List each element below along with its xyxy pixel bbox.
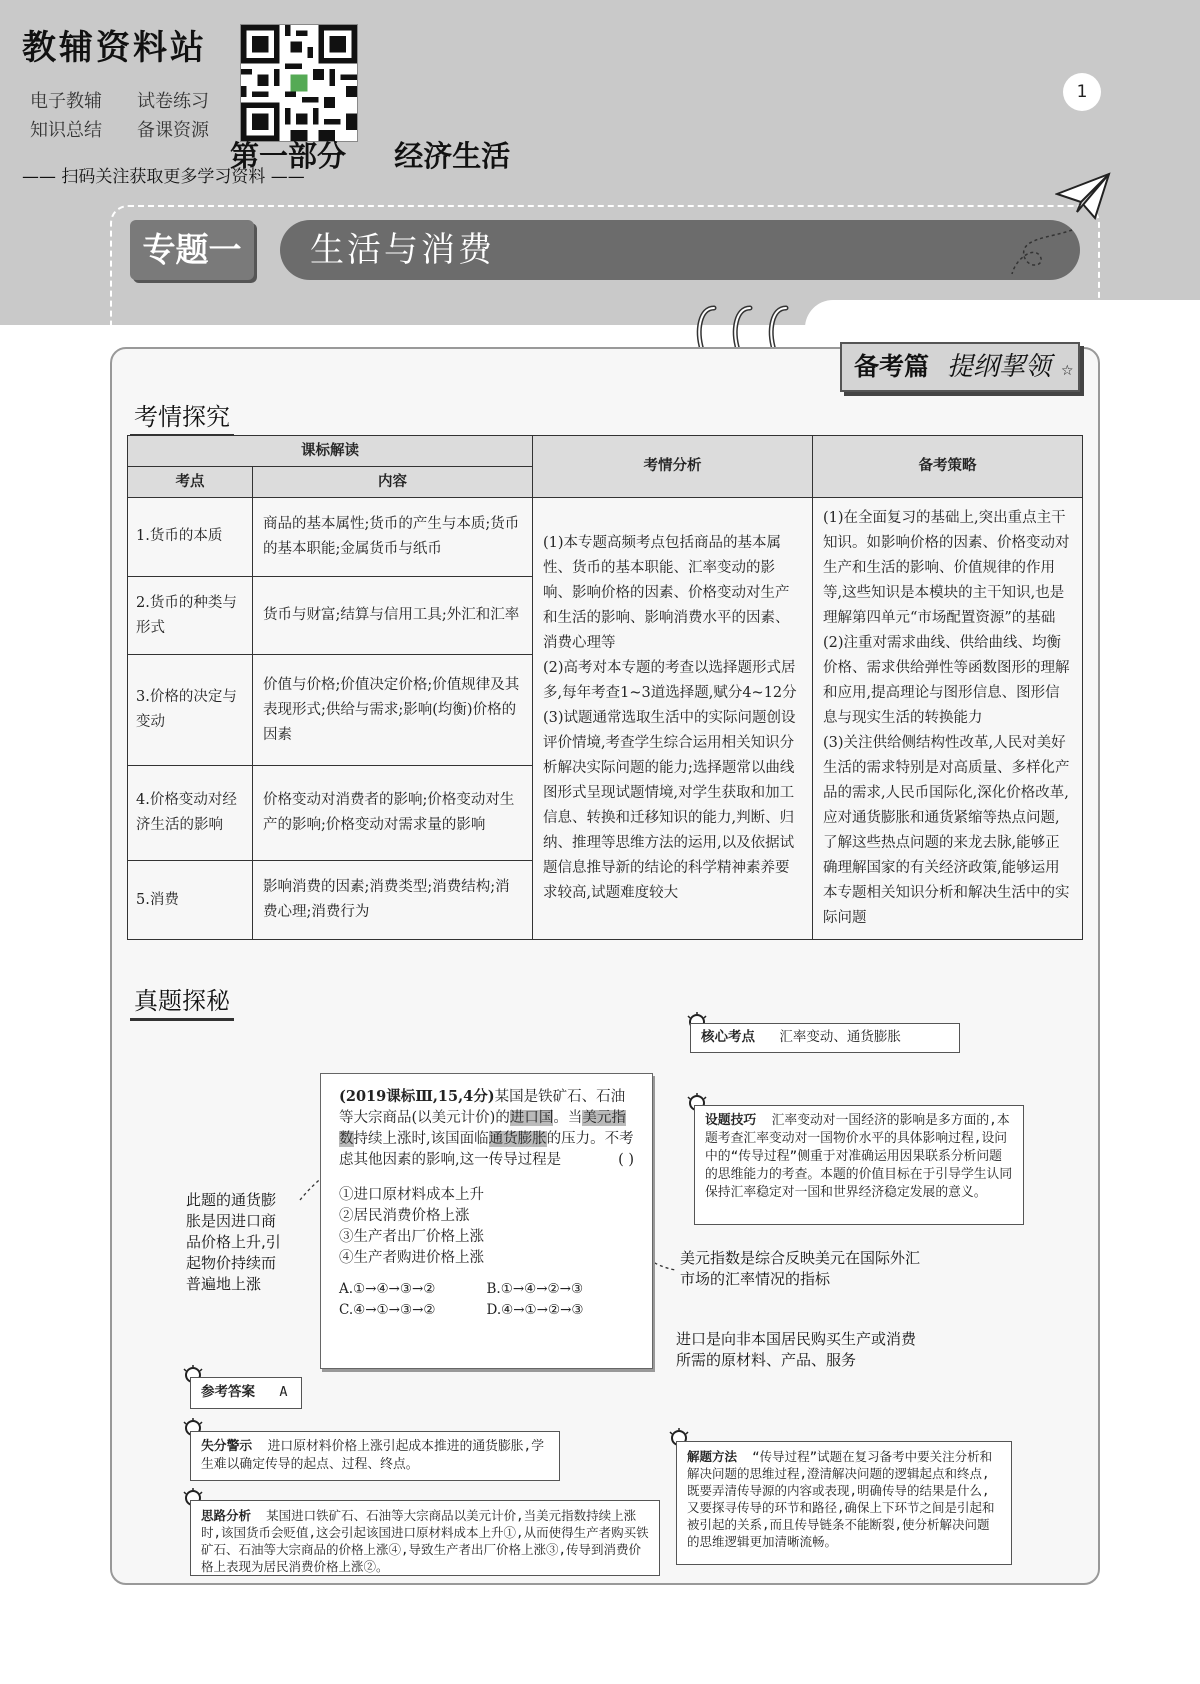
option-a[interactable]: A.①→④→③→② [339,1281,436,1297]
note-text: 进口原材料价格上涨引起成本推进的通货膨胀,学生难以确定传导的起点、过程、终点。 [201,1439,545,1472]
topic-label: 专题一 [130,220,254,280]
strategy-item: (2)注重对需求曲线、供给曲线、均衡价格、需求供给弹性等函数图形的理解和应用,提高理论与图形信息、图形信息与现实生活的转换能力 [823,635,1070,726]
table-cell-content: 商品的基本属性;货币的产生与本质;货币的基本职能;金属货币与纸币 [253,498,533,577]
note-label: 解题方法 [687,1449,738,1464]
note-label: 失分警示 [201,1439,253,1454]
answer-value: A [279,1384,288,1400]
note-label: 设题技巧 [705,1113,757,1128]
table-header: 课标解读 [128,436,533,467]
question-item: ③生产者出厂价格上涨 [339,1229,484,1245]
part-name: 经济生活 [394,139,511,173]
table-header: 考点 [128,467,253,498]
question-text: 持续上涨时,该国面临 [353,1131,489,1147]
question-item: ④生产者购进价格上涨 [339,1250,484,1266]
banner-sub: 提纲挈领 [946,352,1051,382]
question-source: (2019课标Ⅲ,15,4分) [339,1088,495,1105]
brand-title: 教辅资料站 [22,28,207,68]
analysis-item: (2)高考对本专题的考查以选择题形式居多,每年考查1~3道选择题,赋分4~12分 [543,660,797,701]
answer-paren: ( ) [618,1152,634,1168]
table-cell-point: 1.货币的本质 [128,498,253,577]
note-label: 核心考点 [701,1029,755,1045]
section-title: 真题探秘 [130,981,234,1021]
quick-link[interactable]: 备课资源 [137,120,209,141]
page-number: 1 [1063,73,1101,111]
part-title [230,134,510,175]
note-text: “传导过程”试题在复习备考中要关注分析和解决问题的思维过程,澄清解决问题的逻辑起点和终点,既要弄清传导源的内容或表现,明确传导的结果是什么,又要探寻传导的环节和路径,确保上下环节之间是引起和被引起的关系,而且传导链条不能断裂,使分析解决问题的思维逻辑更加清晰流畅。 [687,1449,995,1549]
design-skill-box [694,1105,1024,1225]
note-text: 汇率变动、通货膨胀 [779,1029,901,1045]
strategy-cell [813,498,1083,940]
question-item: ①进口原材料成本上升 [339,1187,484,1203]
method-box [676,1441,1012,1565]
answer-box [190,1377,302,1409]
option-b[interactable]: B.①→④→②→③ [486,1281,584,1297]
note-label: 参考答案 [201,1384,255,1400]
note-text: 汇率变动对一国经济的影响是多方面的,本题考查汇率变动对一国物价水平的具体影响过程,设问中的“传导过程”侧重于对准确运用因果联系分析问题的思维能力的考查。本题的价值目标在于引导学生认同保持汇率稳定对一国和世界经济稳定发展的意义。 [705,1113,1013,1200]
option-c[interactable]: C.④→①→③→② [339,1302,436,1318]
warning-box [190,1431,560,1481]
analysis-cell [533,498,813,940]
question-item: ②居民消费价格上涨 [339,1208,470,1224]
table-header: 内容 [253,467,533,498]
strategy-item: (1)在全面复习的基础上,突出重点主干知识。如影响价格的因素、价格变动对生产和生活的影响、价值规律的作用等,这些知识是本模块的主干知识,也是理解第四单元“市场配置资源”的基础 [823,510,1070,626]
table-header: 考情分析 [533,436,813,498]
note-text: 某国进口铁矿石、石油等大宗商品以美元计价,当美元指数持续上涨时,该国货币会贬值,这会引起该国进口原材料成本上升①,从而使得生产者购买铁矿石、石油等大宗商品的价格上涨④,导致生产者出厂价格上涨③,传导到消费价格上表现为居民消费价格上涨②。 [201,1508,649,1574]
part-label: 第一部分 [230,139,347,173]
analysis-item: (1)本专题高频考点包括商品的基本属性、货币的基本职能、汇率变动的影响、影响价格的因素、价格变动对生产和生活的影响、影响消费水平的因素、消费心理等 [543,535,790,651]
quick-link[interactable]: 电子教辅 [30,91,102,112]
quick-link[interactable]: 试卷练习 [137,91,209,112]
usd-index-note: 美元指数是综合反映美元在国际外汇市场的汇率情况的指标 [680,1249,921,1288]
quick-link[interactable]: 知识总结 [30,120,102,141]
banner-main: 备考篇 [854,352,930,381]
question-card [320,1073,653,1369]
table-cell-content: 影响消费的因素;消费类型;消费结构;消费心理;消费行为 [253,861,533,940]
highlight-inflation: 通货膨胀 [488,1131,547,1147]
table-cell-point: 2.货币的种类与形式 [128,576,253,655]
table-cell-content: 价值与价格;价值决定价格;价值规律及其表现形式;供给与需求;影响(均衡)价格的因素 [253,655,533,766]
thinking-box [190,1500,660,1576]
highlight-import: 进口国 [509,1110,554,1126]
option-d[interactable]: D.④→①→②→③ [486,1302,584,1318]
core-point-box [690,1023,960,1053]
table-cell-point: 4.价格变动对经济生活的影响 [128,766,253,861]
question-text: 。当 [553,1110,583,1126]
options [339,1279,634,1321]
question-text: 某国是铁矿石、石油等大宗商品(以美元计价)的 [339,1089,626,1126]
qr-code[interactable] [240,24,358,142]
inflation-note: 此题的通货膨胀是因进口商品价格上升,引起物价持续而普遍地上涨 [186,1191,281,1293]
table-cell-point: 3.价格的决定与变动 [128,655,253,766]
strategy-item: (3)关注供给侧结构性改革,人民对美好生活的需求特别是对高质量、多样化产品的需求,人民币国际化,深化价格改革,应对通货膨胀和通货紧缩等热点问题,了解这些热点问题的来龙去脉,能够正确理解国家的有关经济政策,能够运用本专题相关知识分析和解决生活中的实际问题 [823,735,1070,926]
swirl-decoration-icon [1010,228,1080,278]
table-header: 备考策略 [813,436,1083,498]
question-text: 的压力。不考虑其他因素的影响,这一传导过程是 [339,1131,634,1168]
section-title: 考情探究 [130,397,234,437]
question-items [339,1185,634,1269]
table-cell-content: 价格变动对消费者的影响;价格变动对生产的影响;价格变动对需求量的影响 [253,766,533,861]
question-stem [339,1086,634,1171]
star-icon: ☆ [1060,363,1074,379]
highlight-usd-index: 美元指数 [339,1110,626,1147]
topic-name: 生活与消费 [280,220,1080,280]
table-cell-point: 5.消费 [128,861,253,940]
table-cell-content: 货币与财富;结算与信用工具;外汇和汇率 [253,576,533,655]
exam-analysis-table [127,435,1083,940]
scan-prompt: —— 扫码关注获取更多学习资料 —— [22,167,305,187]
review-banner [840,342,1080,392]
analysis-item: (3)试题通常选取生活中的实际问题创设评价情境,考查学生综合运用相关知识分析解决实际问题的能力;选择题常以曲线图形式呈现试题情境,对学生获取和加工信息、转换和迁移知识的能力,判断、归纳、推理等思维方法的运用,以及依据试题信息推导新的结论的科学精神素养要求较高,试题难度较大 [543,710,796,901]
import-note: 进口是向非本国居民购买生产或消费所需的原材料、产品、服务 [676,1330,917,1369]
paper-plane-icon [1055,172,1111,222]
note-label: 思路分析 [201,1508,252,1523]
